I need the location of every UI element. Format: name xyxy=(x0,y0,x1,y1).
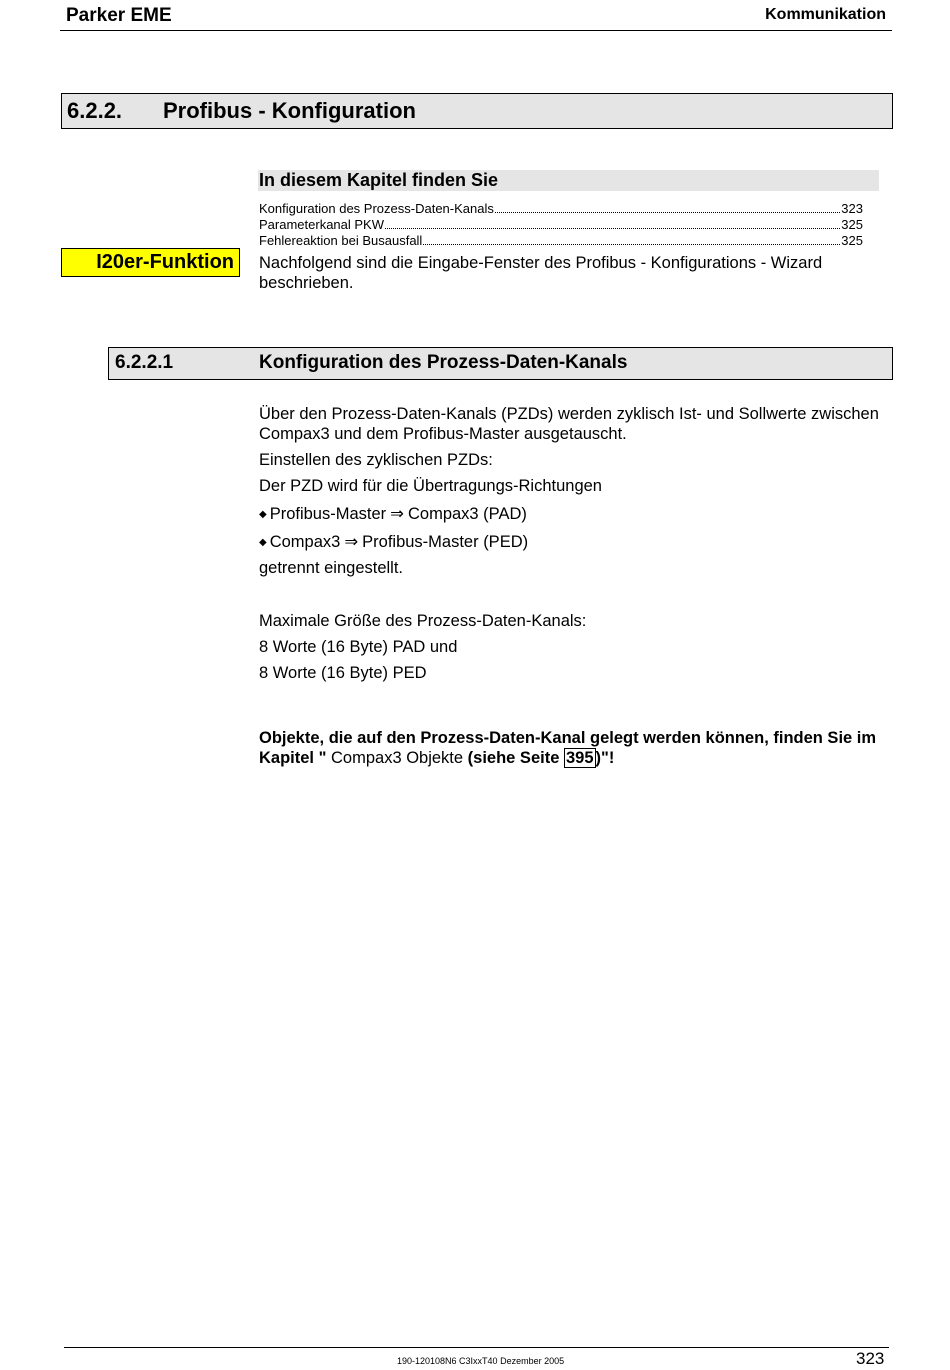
toc-entry-label[interactable]: Parameterkanal PKW xyxy=(259,217,384,232)
toc-entry-label[interactable]: Konfiguration des Prozess-Daten-Kanals xyxy=(259,201,494,216)
subsection-heading xyxy=(108,347,893,380)
paragraph-description: Über den Prozess-Daten-Kanals (PZDs) werden zyklisch Ist- und Sollwerte zwischen Compax3 und dem Profibus-Master ausgetauscht. xyxy=(259,405,879,443)
paragraph-setting: Einstellen des zyklischen PZDs: xyxy=(259,451,493,469)
bullet-item: ◆ Profibus-Master ⇒ Compax3 (PAD) xyxy=(259,505,527,523)
right-double-arrow-icon: ⇒ xyxy=(344,533,359,551)
toc-leader xyxy=(495,202,840,213)
paragraph-separate: getrennt eingestellt. xyxy=(259,559,404,577)
diamond-bullet-icon: ◆ xyxy=(259,509,267,520)
toc-leader xyxy=(385,218,840,229)
toc-entry[interactable] xyxy=(259,201,863,217)
subsection-title: Konfiguration des Prozess-Daten-Kanals xyxy=(259,352,628,373)
function-label: I20er-Funktion xyxy=(61,248,240,277)
header-company: Parker EME xyxy=(66,5,172,26)
toc-entry-page[interactable]: 325 xyxy=(841,217,863,232)
chapter-contents-heading: In diesem Kapitel finden Sie xyxy=(258,170,879,191)
section-heading xyxy=(61,93,893,129)
page-number: 323 xyxy=(856,1349,885,1368)
page-reference-link[interactable]: 395 xyxy=(565,749,594,767)
toc-entry[interactable] xyxy=(259,217,863,233)
note-paragraph: Objekte, die auf den Prozess-Daten-Kanal gelegt werden können, finden Sie im Kapitel " Compax3 Objekte (siehe Seite 395 )"! xyxy=(259,729,877,767)
header-chapter: Kommunikation xyxy=(765,6,886,23)
paragraph-directions: Der PZD wird für die Übertragungs-Richtungen xyxy=(259,477,602,495)
header-rule xyxy=(60,30,892,31)
toc-leader xyxy=(423,234,840,245)
right-double-arrow-icon: ⇒ xyxy=(390,505,404,523)
footer-rule xyxy=(64,1347,889,1348)
diamond-bullet-icon: ◆ xyxy=(259,537,267,548)
toc-entry-label[interactable]: Fehlereaktion bei Busausfall xyxy=(259,233,423,248)
toc-entry[interactable] xyxy=(259,233,863,249)
intro-paragraph: Nachfolgend sind die Eingabe-Fenster des Profibus - Konfigurations - Wizard beschrieben. xyxy=(259,254,823,292)
paragraph-pad-size: 8 Worte (16 Byte) PAD und xyxy=(259,638,458,656)
section-number: 6.2.2. xyxy=(67,98,123,123)
paragraph-max-size: Maximale Größe des Prozess-Daten-Kanals: xyxy=(259,612,587,630)
paragraph-ped-size: 8 Worte (16 Byte) PED xyxy=(259,664,427,682)
footer-document-id: 190-120108N6 C3IxxT40 Dezember 2005 xyxy=(397,1356,565,1366)
bullet-item: ◆ Compax3 ⇒ Profibus-Master (PED) xyxy=(259,533,529,551)
subsection-number: 6.2.2.1 xyxy=(115,352,174,373)
toc-entry-page[interactable]: 325 xyxy=(841,233,863,248)
toc-entry-page[interactable]: 323 xyxy=(841,201,863,216)
section-title: Profibus - Konfiguration xyxy=(163,98,416,123)
